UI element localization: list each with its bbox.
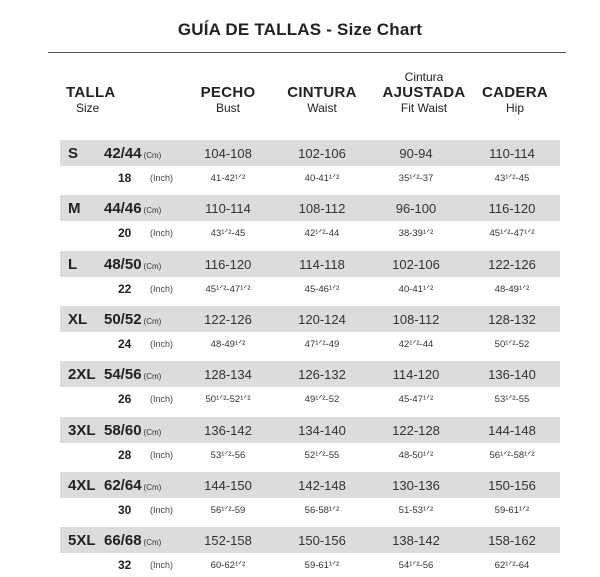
hip-inch: 50¹ᐟ²-52 (494, 339, 530, 350)
waist-inch: 40-41¹ᐟ² (304, 173, 340, 184)
unit-inch: (Inch) (150, 173, 174, 183)
header-cadera-sub: Hip (505, 101, 524, 115)
unit-cm: (Cm) (143, 428, 162, 437)
bust-cm: 104-108 (204, 146, 252, 161)
hip-cm: 110-114 (489, 146, 535, 161)
size-inch: 28 (118, 448, 132, 462)
size-cm-value: 44/46 (104, 200, 142, 217)
bust-inch: 48-49¹ᐟ² (210, 339, 246, 350)
waist-inch: 52¹ᐟ²-55 (304, 450, 340, 461)
fit-waist-cm: 138-142 (392, 533, 440, 548)
hip-cm: 136-140 (488, 367, 536, 382)
unit-cm: (Cm) (143, 372, 162, 381)
size-cm (104, 532, 161, 549)
size-inch: 18 (118, 171, 132, 185)
bust-inch: 56¹ᐟ²-59 (210, 505, 246, 516)
bust-inch: 43¹ᐟ²-45 (210, 228, 246, 239)
bust-inch: 41-42¹ᐟ² (210, 173, 246, 184)
waist-inch: 59-61¹ᐟ² (304, 560, 340, 571)
waist-inch: 47¹ᐟ²-49 (304, 339, 340, 350)
size-inch: 26 (118, 392, 132, 406)
fit-waist-cm: 108-112 (392, 312, 440, 327)
bust-cm: 152-158 (204, 533, 252, 548)
bust-cm: 136-142 (204, 423, 252, 438)
size-cm-value: 50/52 (104, 311, 142, 328)
size-label: L (68, 256, 78, 273)
fit-waist-inch: 42¹ᐟ²-44 (398, 339, 434, 350)
fit-waist-inch: 48-50¹ᐟ² (398, 450, 434, 461)
unit-cm: (Cm) (143, 317, 162, 326)
size-cm-value: 66/68 (104, 532, 142, 549)
bust-inch: 60-62¹ᐟ² (210, 560, 246, 571)
size-label: M (68, 200, 81, 217)
unit-inch: (Inch) (150, 228, 174, 238)
unit-inch: (Inch) (150, 284, 174, 294)
hip-inch: 62¹ᐟ²-64 (494, 560, 530, 571)
hip-inch: 43¹ᐟ²-45 (494, 173, 530, 184)
fit-waist-cm: 114-120 (392, 367, 440, 382)
hip-inch: 56¹ᐟ²-58¹ᐟ² (489, 450, 535, 461)
bust-inch: 53¹ᐟ²-56 (210, 450, 246, 461)
title-divider (48, 52, 566, 53)
fit-waist-cm: 130-136 (392, 478, 440, 493)
waist-inch: 45-46¹ᐟ² (304, 284, 340, 295)
header-talla-label: TALLA (66, 84, 116, 101)
unit-inch: (Inch) (150, 394, 174, 404)
hip-inch: 59-61¹ᐟ² (494, 505, 530, 516)
size-cm-value: 58/60 (104, 422, 142, 439)
unit-inch: (Inch) (150, 450, 174, 460)
hip-inch: 48-49¹ᐟ² (494, 284, 530, 295)
fit-waist-inch: 45-47¹ᐟ² (398, 394, 434, 405)
header-pecho (186, 84, 270, 115)
header-talla-sub: Size (76, 101, 100, 115)
size-cm (104, 477, 161, 494)
size-label: XL (68, 311, 88, 328)
unit-cm: (Cm) (143, 538, 162, 547)
unit-cm: (Cm) (143, 151, 162, 160)
unit-inch: (Inch) (150, 339, 174, 349)
size-cm (104, 256, 161, 273)
size-cm-value: 54/56 (104, 366, 142, 383)
waist-cm: 114-118 (299, 257, 345, 272)
page-title: GUÍA DE TALLAS - Size Chart (177, 20, 423, 39)
header-talla (66, 84, 116, 115)
size-inch: 20 (118, 226, 132, 240)
bust-cm: 122-126 (204, 312, 252, 327)
header-ajustada-top: Cintura (404, 70, 444, 84)
hip-cm: 144-148 (488, 423, 536, 438)
hip-cm: 122-126 (488, 257, 536, 272)
bust-inch: 45¹ᐟ²-47¹ᐟ² (205, 284, 251, 295)
size-cm (104, 145, 161, 162)
size-label: 4XL (68, 477, 96, 494)
fit-waist-cm: 122-128 (392, 423, 440, 438)
bust-cm: 128-134 (204, 367, 252, 382)
bust-inch: 50¹ᐟ²-52¹ᐟ² (205, 394, 251, 405)
size-inch: 24 (118, 337, 132, 351)
unit-cm: (Cm) (143, 483, 162, 492)
hip-cm: 116-120 (488, 201, 536, 216)
size-inch: 30 (118, 503, 132, 517)
waist-cm: 120-124 (298, 312, 346, 327)
waist-cm: 108-112 (298, 201, 346, 216)
header-ajustada (374, 70, 474, 115)
header-cintura-sub: Waist (307, 101, 337, 115)
waist-inch: 56-58¹ᐟ² (304, 505, 340, 516)
fit-waist-cm: 102-106 (392, 257, 440, 272)
bust-cm: 110-114 (205, 201, 251, 216)
hip-cm: 150-156 (488, 478, 536, 493)
header-cintura-label: CINTURA (287, 84, 357, 101)
header-cadera-label: CADERA (482, 84, 548, 101)
fit-waist-cm: 96-100 (395, 201, 437, 216)
waist-inch: 49¹ᐟ²-52 (304, 394, 340, 405)
size-cm (104, 200, 161, 217)
header-pecho-sub: Bust (215, 101, 240, 115)
unit-inch: (Inch) (150, 560, 174, 570)
size-cm (104, 311, 161, 328)
unit-cm: (Cm) (143, 262, 162, 271)
size-cm-value: 48/50 (104, 256, 142, 273)
size-cm (104, 422, 161, 439)
fit-waist-inch: 38-39¹ᐟ² (398, 228, 434, 239)
size-cm-value: 62/64 (104, 477, 142, 494)
size-inch: 22 (118, 282, 132, 296)
waist-cm: 102-106 (298, 146, 346, 161)
size-cm (104, 366, 161, 383)
hip-cm: 128-132 (488, 312, 536, 327)
fit-waist-inch: 40-41¹ᐟ² (398, 284, 434, 295)
bust-cm: 116-120 (204, 257, 252, 272)
waist-cm: 150-156 (298, 533, 346, 548)
size-label: 2XL (68, 366, 96, 383)
header-ajustada-label: AJUSTADA (382, 84, 466, 101)
size-label: 3XL (68, 422, 96, 439)
size-label: 5XL (68, 532, 96, 549)
header-pecho-label: PECHO (200, 84, 256, 101)
fit-waist-cm: 90-94 (399, 146, 433, 161)
size-label: S (68, 145, 79, 162)
size-inch: 32 (118, 558, 132, 572)
hip-cm: 158-162 (488, 533, 536, 548)
header-cadera (470, 84, 560, 115)
fit-waist-inch: 54¹ᐟ²-56 (398, 560, 434, 571)
fit-waist-inch: 51-53¹ᐟ² (398, 505, 434, 516)
header-cintura (280, 84, 364, 115)
hip-inch: 53¹ᐟ²-55 (494, 394, 530, 405)
waist-cm: 126-132 (298, 367, 346, 382)
waist-inch: 42¹ᐟ²-44 (304, 228, 340, 239)
fit-waist-inch: 35¹ᐟ²-37 (398, 173, 434, 184)
bust-cm: 144-150 (204, 478, 252, 493)
hip-inch: 45¹ᐟ²-47¹ᐟ² (489, 228, 535, 239)
unit-cm: (Cm) (143, 206, 162, 215)
waist-cm: 142-148 (298, 478, 346, 493)
header-ajustada-sub: Fit Waist (400, 101, 448, 115)
waist-cm: 134-140 (298, 423, 346, 438)
unit-inch: (Inch) (150, 505, 174, 515)
size-cm-value: 42/44 (104, 145, 142, 162)
